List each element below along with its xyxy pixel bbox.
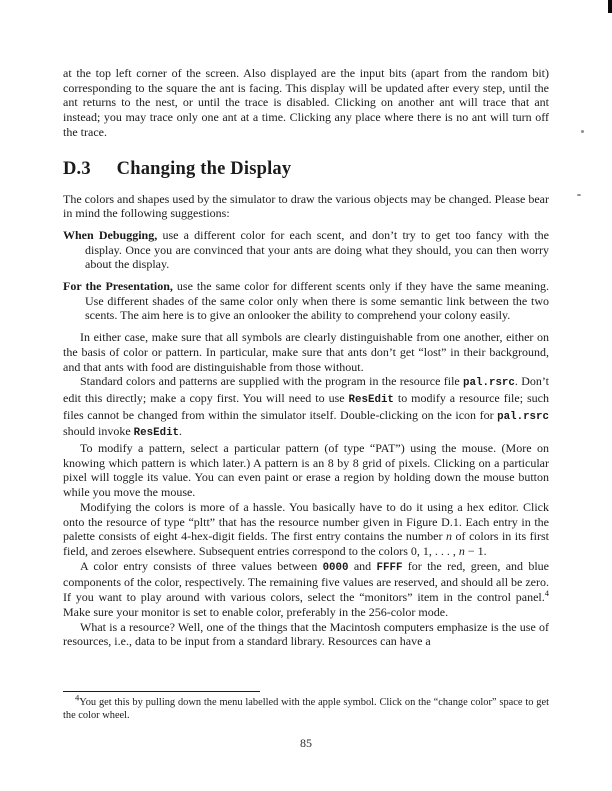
text-run: Make sure your monitor is set to enable color, preferably in the 256-color mode. [63, 604, 449, 619]
text-run: to modify a resource file; such files cannot be changed from within the simulator itself. Double-clicking on the icon for [63, 390, 549, 422]
text-run: pal.rsrc [497, 410, 549, 423]
text-column [63, 66, 549, 649]
text-run: use the same color for different scents only if they have the same meaning. Use different shades of the same color only when there is some semantic link between the two scents. The aim here is to give an onlooker the ability to comprehend your colony easily. [85, 279, 549, 323]
text-run: In either case, make sure that all symbols are clearly distinguishable from one another, either on the basis of color or pattern. In particular, make sure that ants don’t get “lost” in their background, and that ants with food are distinguishable from those without. [63, 330, 549, 374]
text-run: . [179, 424, 183, 439]
scan-artifact-corner-bar [608, 0, 612, 13]
scan-speck [581, 130, 584, 133]
text-run: Standard colors and patterns are supplied with the program in the resource file [80, 374, 464, 389]
page-number: 85 [300, 736, 312, 750]
text-run: − 1. [464, 543, 487, 558]
paragraph-intro [63, 192, 549, 221]
text-run: n [446, 529, 453, 544]
paragraph-modify-colors [63, 500, 549, 559]
text-run: and [348, 558, 377, 573]
text-run: of colors in its first field, and zeroes elsewhere. Subsequent entries correspond to the colors 0, 1, . . . , [63, 529, 549, 558]
text-run: should invoke [63, 424, 134, 439]
text-run: Modifying the colors is more of a hassle. You basically have to do it using a hex editor. Click onto the resource of type “pltt” that has the resource number given in Figure D.1. Each entry in the palette consists of eight 4-hex-digit fields. The first entry contains the number [63, 499, 549, 544]
footnote-text [63, 692, 549, 722]
paragraph-standard-colors [63, 374, 549, 441]
paragraph-what-is-resource [63, 620, 549, 649]
text-run: A color entry consists of three values between [80, 558, 323, 573]
footnote-area [63, 691, 549, 722]
paragraph-trace-continuation [63, 66, 549, 140]
list-item-for-presentation [63, 279, 549, 323]
section-heading [63, 158, 549, 180]
scan-speck [577, 194, 581, 196]
text-run: 4 [544, 588, 549, 599]
text-run: n [458, 543, 465, 558]
paragraph-either-case [63, 330, 549, 374]
text-run: for the red, green, and blue components of the color, respectively. The remaining five values are reserved, and should all be zero. If you want to play around with various colors, select the “monitors” item in the control panel. [63, 558, 550, 605]
text-run: 0000 [322, 561, 349, 574]
list-item-when-debugging [63, 228, 549, 272]
text-run: 4 [75, 692, 80, 703]
text-run: . Don’t edit this directly; make a copy first. You will need to use [63, 374, 549, 405]
section-number: D.3 [63, 158, 91, 179]
text-run: You get this by pulling down the menu labelled with the apple symbol. Click on the “change color” space to get the color wheel. [63, 697, 549, 721]
section-title: Changing the Display [116, 158, 292, 179]
text-run: ResEdit [133, 427, 180, 440]
text-run: FFFF [376, 561, 403, 574]
text-run: use a different color for each scent, and don’t try to get too fancy with the display. Once you are convinced that your ants are doing what they should, you can then worry about the display. [85, 227, 549, 272]
paragraph-modify-pattern [63, 441, 549, 500]
text-run: For the Presentation, [63, 279, 173, 294]
paragraph-color-entry [63, 559, 549, 620]
text-run: at the top left corner of the screen. Also displayed are the input bits (apart from the random bit) corresponding to the square the ant is facing. This display will be updated after every step, until the ant returns to the nest, or until the trace is disabled. Clicking on another ant will trace that ant instead; you may trace only one ant at a time. Clicking any place where there is no ant will turn off the trace. [63, 66, 549, 139]
footnote-rule [63, 691, 260, 692]
text-run: ResEdit [348, 393, 394, 406]
text-run: When Debugging, [63, 227, 158, 242]
text-run: To modify a pattern, select a particular pattern (of type “PAT”) using the mouse. (More on knowing which pattern is which later.) A pattern is an 8 by 8 grid of pixels. Clicking on a particular pixel will toggle its value. You can even paint or erase a region by holding down the mouse button while you move the mouse. [63, 441, 549, 500]
text-run: The colors and shapes used by the simulator to draw the various objects may be changed. Please bear in mind the following suggestions: [63, 191, 549, 221]
text-run: What is a resource? Well, one of the things that the Macintosh computers emphasize is the use of resources, i.e., data to be input from a standard library. Resources can have a [63, 619, 549, 649]
text-run: pal.rsrc [463, 377, 515, 390]
